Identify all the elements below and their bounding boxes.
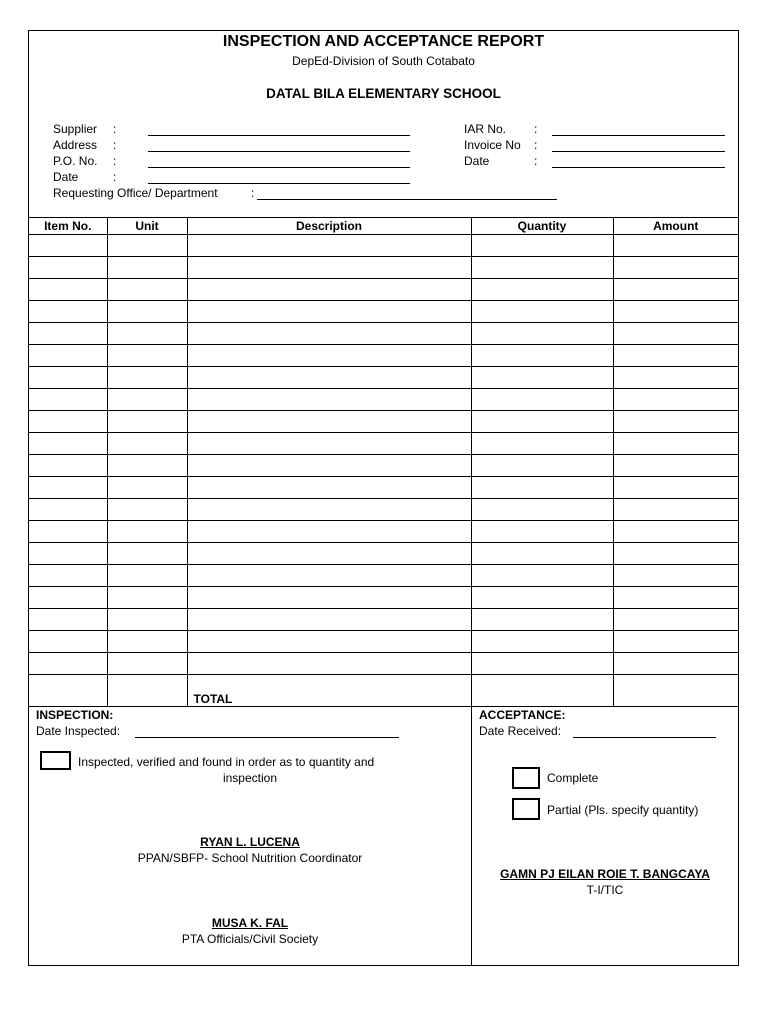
cell-amount[interactable] bbox=[613, 433, 738, 455]
cell-item-no[interactable] bbox=[29, 653, 107, 675]
cell-description[interactable] bbox=[187, 653, 471, 675]
cell-description[interactable] bbox=[187, 411, 471, 433]
colon: : bbox=[534, 122, 538, 136]
date-inspected-label: Date Inspected: bbox=[36, 724, 121, 738]
requesting-office-field[interactable] bbox=[257, 199, 557, 200]
complete-label: Complete bbox=[547, 771, 599, 785]
cell-quantity[interactable] bbox=[471, 521, 613, 543]
table-row bbox=[29, 301, 738, 323]
head-teacher-role: T-I/TIC bbox=[586, 883, 624, 897]
school-name: DATAL BILA ELEMENTARY SCHOOL bbox=[266, 86, 501, 101]
po-number-field[interactable] bbox=[148, 167, 410, 168]
cell-description[interactable] bbox=[187, 235, 471, 257]
inspection-title: INSPECTION: bbox=[36, 708, 114, 722]
complete-checkbox[interactable] bbox=[512, 767, 540, 789]
column-header-quantity: Quantity bbox=[471, 218, 613, 235]
table-row bbox=[29, 257, 738, 279]
colon: : bbox=[113, 154, 117, 168]
cell-unit[interactable] bbox=[107, 301, 187, 323]
cell-unit[interactable] bbox=[107, 543, 187, 565]
cell-item-no[interactable] bbox=[29, 477, 107, 499]
inspected-statement-line2: inspection bbox=[222, 771, 278, 785]
cell-description[interactable] bbox=[187, 433, 471, 455]
cell-unit[interactable] bbox=[107, 257, 187, 279]
table-row bbox=[29, 587, 738, 609]
cell-quantity[interactable] bbox=[471, 477, 613, 499]
table-row bbox=[29, 543, 738, 565]
cell-amount[interactable] bbox=[613, 477, 738, 499]
cell-description[interactable] bbox=[187, 367, 471, 389]
cell-description[interactable] bbox=[187, 609, 471, 631]
partial-label: Partial (Pls. specify quantity) bbox=[547, 803, 699, 817]
colon: : bbox=[113, 170, 117, 184]
cell-description[interactable] bbox=[187, 477, 471, 499]
cell-description[interactable] bbox=[187, 279, 471, 301]
colon: : bbox=[113, 138, 117, 152]
cell-item-no[interactable] bbox=[29, 345, 107, 367]
cell-amount[interactable] bbox=[613, 323, 738, 345]
cell-item-no[interactable] bbox=[29, 279, 107, 301]
date-field-right[interactable] bbox=[552, 167, 725, 168]
cell-unit[interactable] bbox=[107, 235, 187, 257]
cell-unit[interactable] bbox=[107, 323, 187, 345]
cell-amount[interactable] bbox=[613, 587, 738, 609]
cell-description[interactable] bbox=[187, 543, 471, 565]
table-row bbox=[29, 653, 738, 675]
table-row bbox=[29, 631, 738, 653]
cell-unit[interactable] bbox=[107, 587, 187, 609]
cell-description[interactable] bbox=[187, 499, 471, 521]
total-row bbox=[29, 675, 738, 707]
cell-amount[interactable] bbox=[613, 301, 738, 323]
cell-description[interactable] bbox=[187, 565, 471, 587]
table-row bbox=[29, 367, 738, 389]
cell-amount[interactable] bbox=[613, 345, 738, 367]
table-row bbox=[29, 235, 738, 257]
total-cell-amount[interactable] bbox=[613, 675, 738, 707]
pta-official-name: MUSA K. FAL bbox=[211, 916, 289, 930]
table-row bbox=[29, 389, 738, 411]
cell-item-no[interactable] bbox=[29, 521, 107, 543]
date-field[interactable] bbox=[148, 183, 410, 184]
cell-quantity[interactable] bbox=[471, 653, 613, 675]
supplier-label: Supplier bbox=[53, 122, 98, 136]
cell-item-no[interactable] bbox=[29, 323, 107, 345]
address-label: Address bbox=[53, 138, 98, 152]
cell-description[interactable] bbox=[187, 345, 471, 367]
cell-amount[interactable] bbox=[613, 543, 738, 565]
cell-item-no[interactable] bbox=[29, 455, 107, 477]
head-teacher-name: GAMN PJ EILAN ROIE T. BANGCAYA bbox=[500, 867, 710, 881]
cell-unit[interactable] bbox=[107, 411, 187, 433]
section-divider bbox=[471, 705, 472, 966]
table-header-row bbox=[29, 218, 738, 235]
total-cell-quantity[interactable] bbox=[471, 675, 613, 707]
cell-unit[interactable] bbox=[107, 609, 187, 631]
table-row bbox=[29, 279, 738, 301]
cell-quantity[interactable] bbox=[471, 279, 613, 301]
total-cell-unit[interactable] bbox=[107, 675, 187, 707]
cell-amount[interactable] bbox=[613, 499, 738, 521]
cell-quantity[interactable] bbox=[471, 345, 613, 367]
report-form bbox=[28, 30, 739, 966]
colon: : bbox=[534, 154, 538, 168]
cell-description[interactable] bbox=[187, 521, 471, 543]
inspector-name: RYAN L. LUCENA bbox=[200, 835, 300, 849]
column-header-description: Description bbox=[187, 218, 471, 235]
date-inspected-field[interactable] bbox=[135, 737, 399, 738]
cell-quantity[interactable] bbox=[471, 455, 613, 477]
cell-unit[interactable] bbox=[107, 631, 187, 653]
cell-item-no[interactable] bbox=[29, 301, 107, 323]
inspected-statement-line1: Inspected, verified and found in order as to quantity and bbox=[78, 755, 375, 769]
cell-item-no[interactable] bbox=[29, 389, 107, 411]
address-field[interactable] bbox=[148, 151, 410, 152]
cell-item-no[interactable] bbox=[29, 499, 107, 521]
cell-quantity[interactable] bbox=[471, 257, 613, 279]
date-label-right: Date bbox=[464, 154, 490, 168]
cell-quantity[interactable] bbox=[471, 235, 613, 257]
supplier-field[interactable] bbox=[148, 135, 410, 136]
cell-item-no[interactable] bbox=[29, 433, 107, 455]
division-subtitle: DepEd-Division of South Cotabato bbox=[292, 54, 475, 68]
cell-description[interactable] bbox=[187, 301, 471, 323]
invoice-number-field[interactable] bbox=[552, 151, 725, 152]
cell-amount[interactable] bbox=[613, 631, 738, 653]
cell-unit[interactable] bbox=[107, 499, 187, 521]
table-row bbox=[29, 411, 738, 433]
colon: : bbox=[251, 186, 255, 200]
cell-unit[interactable] bbox=[107, 389, 187, 411]
po-number-label: P.O. No. bbox=[53, 154, 98, 168]
table-row bbox=[29, 477, 738, 499]
cell-quantity[interactable] bbox=[471, 499, 613, 521]
cell-quantity[interactable] bbox=[471, 543, 613, 565]
cell-unit[interactable] bbox=[107, 345, 187, 367]
cell-item-no[interactable] bbox=[29, 609, 107, 631]
cell-description[interactable] bbox=[187, 257, 471, 279]
cell-unit[interactable] bbox=[107, 521, 187, 543]
iar-number-label: IAR No. bbox=[464, 122, 507, 136]
cell-quantity[interactable] bbox=[471, 565, 613, 587]
cell-item-no[interactable] bbox=[29, 235, 107, 257]
cell-description[interactable] bbox=[187, 587, 471, 609]
cell-unit[interactable] bbox=[107, 565, 187, 587]
cell-amount[interactable] bbox=[613, 235, 738, 257]
partial-checkbox[interactable] bbox=[512, 798, 540, 820]
cell-item-no[interactable] bbox=[29, 543, 107, 565]
iar-number-field[interactable] bbox=[552, 135, 725, 136]
date-received-field[interactable] bbox=[573, 737, 716, 738]
cell-unit[interactable] bbox=[107, 433, 187, 455]
pta-official-role: PTA Officials/Civil Society bbox=[181, 932, 319, 946]
cell-unit[interactable] bbox=[107, 653, 187, 675]
cell-amount[interactable] bbox=[613, 455, 738, 477]
cell-unit[interactable] bbox=[107, 367, 187, 389]
cell-quantity[interactable] bbox=[471, 433, 613, 455]
cell-amount[interactable] bbox=[613, 653, 738, 675]
colon: : bbox=[534, 138, 538, 152]
cell-amount[interactable] bbox=[613, 521, 738, 543]
cell-description[interactable] bbox=[187, 631, 471, 653]
table-row bbox=[29, 345, 738, 367]
table-row bbox=[29, 499, 738, 521]
requesting-office-label: Requesting Office/ Department bbox=[53, 186, 218, 200]
column-header-item-no: Item No. bbox=[29, 218, 107, 235]
cell-quantity[interactable] bbox=[471, 323, 613, 345]
cell-quantity[interactable] bbox=[471, 301, 613, 323]
cell-description[interactable] bbox=[187, 455, 471, 477]
cell-item-no[interactable] bbox=[29, 631, 107, 653]
cell-description[interactable] bbox=[187, 389, 471, 411]
cell-amount[interactable] bbox=[613, 411, 738, 433]
table-row bbox=[29, 521, 738, 543]
cell-quantity[interactable] bbox=[471, 389, 613, 411]
colon: : bbox=[113, 122, 117, 136]
table-row bbox=[29, 323, 738, 345]
cell-item-no[interactable] bbox=[29, 565, 107, 587]
report-title: INSPECTION AND ACCEPTANCE REPORT bbox=[222, 33, 545, 50]
cell-amount[interactable] bbox=[613, 367, 738, 389]
table-row bbox=[29, 455, 738, 477]
total-cell-item-no[interactable] bbox=[29, 675, 107, 707]
table-row bbox=[29, 433, 738, 455]
inspector-role: PPAN/SBFP- School Nutrition Coordinator bbox=[137, 851, 363, 865]
cell-amount[interactable] bbox=[613, 565, 738, 587]
cell-unit[interactable] bbox=[107, 455, 187, 477]
cell-amount[interactable] bbox=[613, 279, 738, 301]
acceptance-title: ACCEPTANCE: bbox=[479, 708, 566, 722]
cell-item-no[interactable] bbox=[29, 257, 107, 279]
items-table bbox=[29, 217, 738, 707]
cell-description[interactable] bbox=[187, 323, 471, 345]
inspected-checkbox[interactable] bbox=[40, 751, 71, 770]
table-row bbox=[29, 565, 738, 587]
cell-item-no[interactable] bbox=[29, 367, 107, 389]
cell-amount[interactable] bbox=[613, 257, 738, 279]
table-row bbox=[29, 609, 738, 631]
cell-quantity[interactable] bbox=[471, 411, 613, 433]
cell-quantity[interactable] bbox=[471, 587, 613, 609]
cell-unit[interactable] bbox=[107, 477, 187, 499]
cell-amount[interactable] bbox=[613, 389, 738, 411]
cell-quantity[interactable] bbox=[471, 367, 613, 389]
column-header-amount: Amount bbox=[613, 218, 738, 235]
cell-quantity[interactable] bbox=[471, 631, 613, 653]
cell-unit[interactable] bbox=[107, 279, 187, 301]
cell-amount[interactable] bbox=[613, 609, 738, 631]
cell-item-no[interactable] bbox=[29, 587, 107, 609]
column-header-unit: Unit bbox=[107, 218, 187, 235]
date-label: Date bbox=[53, 170, 79, 184]
date-received-label: Date Received: bbox=[479, 724, 562, 738]
cell-item-no[interactable] bbox=[29, 411, 107, 433]
cell-quantity[interactable] bbox=[471, 609, 613, 631]
invoice-number-label: Invoice No bbox=[464, 138, 521, 152]
total-label: TOTAL bbox=[187, 675, 471, 707]
